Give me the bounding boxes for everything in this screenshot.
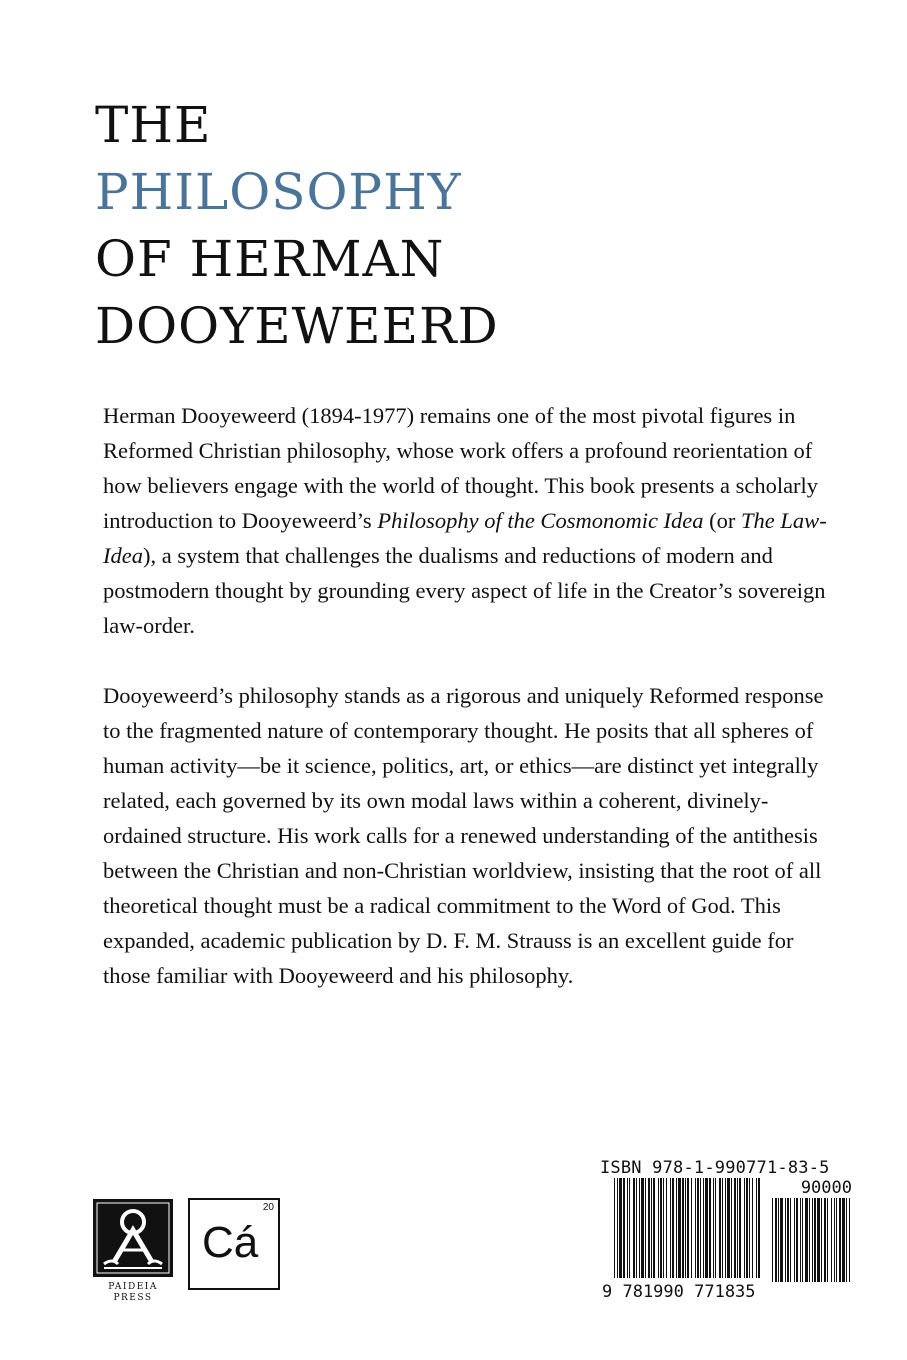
- addon-label: 90000: [800, 1178, 852, 1198]
- ean-digits: 9 781990 771835: [602, 1282, 756, 1302]
- barcode-bars: [600, 1178, 852, 1282]
- title-line-1: THE: [95, 96, 212, 154]
- p1-text-c: ), a system that challenges the dualisms and reductions of modern and postmodern thought by grounding every aspect of life in the Creator’s sovereign law-order.: [103, 543, 826, 638]
- imprint-number: 20: [262, 1202, 274, 1213]
- isbn-barcode: [600, 1158, 852, 1308]
- p1-italic-title: Philosophy of the Cosmonomic Idea: [377, 508, 704, 533]
- title-line-2: PHILOSOPHY: [95, 163, 462, 221]
- publisher-name-line2: PRESS: [113, 1293, 153, 1302]
- p1-italic-alt-title: The Law-Idea: [103, 508, 827, 568]
- isbn-label: ISBN 978-1-990771-83-5: [600, 1158, 830, 1178]
- paideia-press-logo: [92, 1198, 174, 1302]
- title-line-4: DOOYEWEERD: [95, 297, 499, 355]
- p1-text-b: (or: [703, 508, 742, 533]
- description-paragraph-1: [103, 398, 833, 643]
- imprint-logo: [188, 1198, 280, 1290]
- book-title: [95, 92, 499, 360]
- title-line-3: OF HERMAN: [95, 230, 445, 288]
- imprint-symbol: Cá: [202, 1218, 259, 1267]
- description-paragraph-2: Dooyeweerd’s philosophy stands as a rigorous and uniquely Reformed response to the fragmented nature of contemporary thought. He posits that all spheres of human activity—be it science, politics, art, or ethics—are distinct yet integrally related, each governed by its own modal laws within a coherent, divinely-ordained structure. His work calls for a renewed understanding of the antithesis between the Christian and non-Christian worldview, insisting that the root of all theoretical thought must be a radical commitment to the Word of God. This expanded, academic publication by D. F. M. Strauss is an excellent guide for those familiar with Dooyeweerd and his philosophy.: [103, 683, 824, 988]
- book-description: [103, 398, 833, 1028]
- publisher-name-line1: PAIDEIA: [108, 1282, 158, 1292]
- p1-text-a: Herman Dooyeweerd (1894-1977) remains one of the most pivotal figures in Reformed Christian philosophy, whose work offers a profound reorientation of how believers engage with the world of thought. This book presents a scholarly introduction to Dooyeweerd’s: [103, 403, 819, 533]
